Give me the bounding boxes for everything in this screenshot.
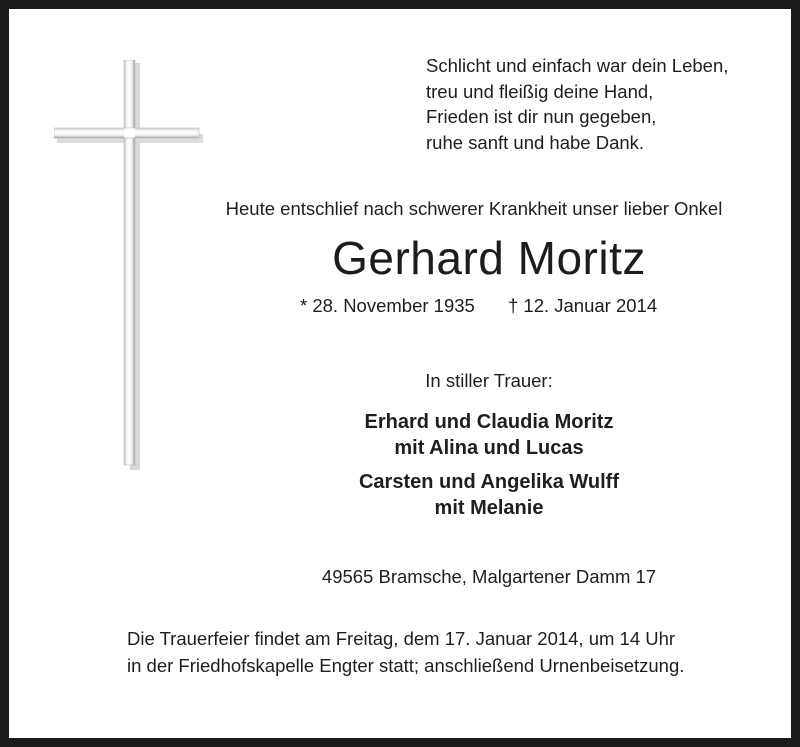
cross-icon bbox=[54, 60, 204, 470]
service-line: Die Trauerfeier findet am Freitag, dem 17. Januar 2014, um 14 Uhr bbox=[127, 628, 676, 649]
mourning-heading: In stiller Trauer: bbox=[425, 370, 553, 391]
poem-line: Schlicht und einfach war dein Leben, bbox=[426, 55, 729, 76]
mourner-line: mit Melanie bbox=[434, 497, 544, 519]
obituary-card bbox=[9, 9, 791, 738]
address: 49565 Bramsche, Malgartener Damm 17 bbox=[321, 566, 657, 587]
service-info bbox=[127, 625, 684, 679]
poem-line: Frieden ist dir nun gegeben, bbox=[426, 106, 657, 127]
mourner-line: Erhard und Claudia Moritz bbox=[364, 411, 614, 433]
mourners-list bbox=[189, 409, 789, 521]
poem-line: treu und fleißig deine Hand, bbox=[426, 80, 654, 102]
birth-date: * 28. November 1935 bbox=[300, 295, 475, 316]
deceased-name: Gerhard Moritz bbox=[332, 232, 646, 284]
mourner-line: Carsten und Angelika Wulff bbox=[358, 471, 620, 493]
life-dates bbox=[300, 295, 657, 317]
poem-line: ruhe sanft und habe Dank. bbox=[426, 131, 645, 153]
mourner-line: mit Alina und Lucas bbox=[394, 437, 584, 459]
service-line: in der Friedhofskapelle Engter statt; anschließend Urnenbeisetzung. bbox=[127, 655, 685, 676]
intro-text: Heute entschlief nach schwerer Krankheit unser lieber Onkel bbox=[225, 198, 723, 219]
poem bbox=[426, 53, 728, 155]
death-date: † 12. Januar 2014 bbox=[507, 295, 658, 316]
